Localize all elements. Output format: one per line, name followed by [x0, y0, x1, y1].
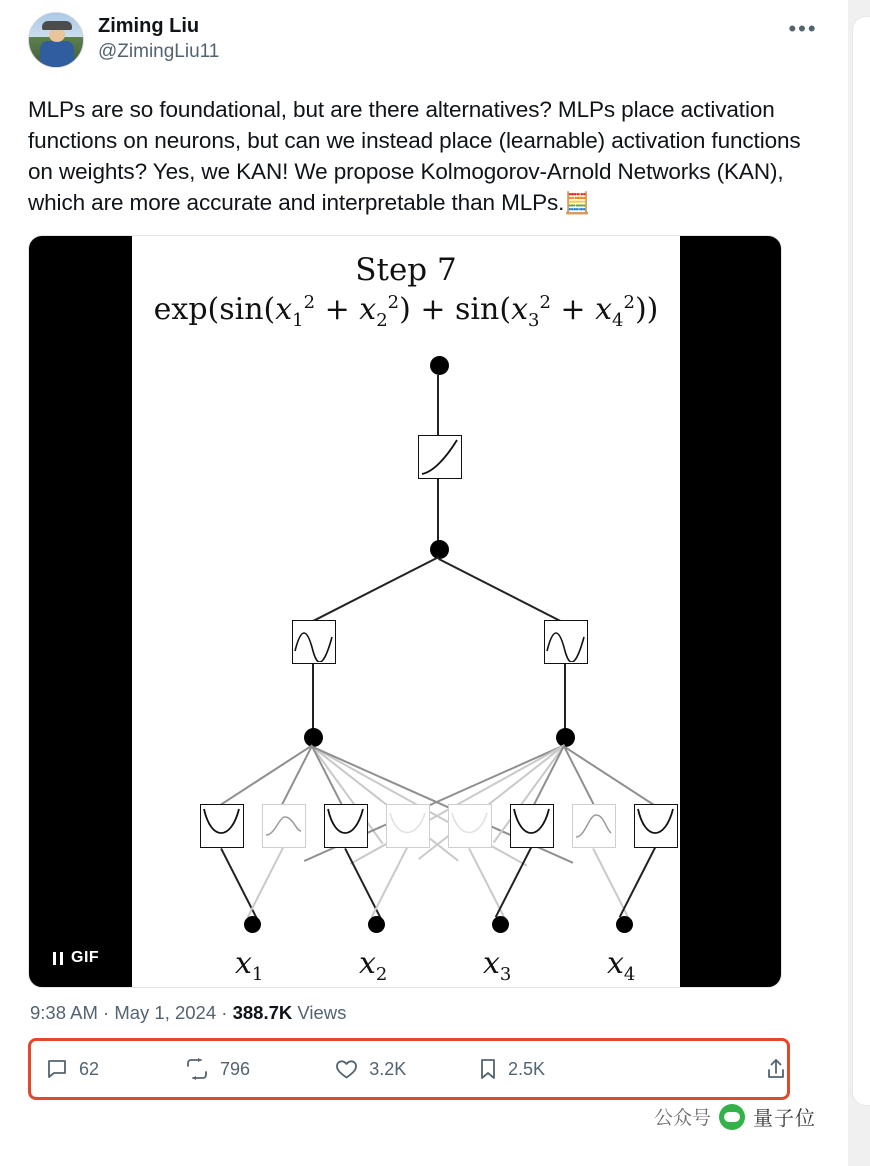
bookmark-count: 2.5K — [507, 1058, 546, 1079]
activation-box-l1-7 — [634, 804, 678, 848]
more-options-icon[interactable]: ••• — [788, 16, 818, 41]
tweet-header — [28, 12, 820, 82]
avatar[interactable] — [28, 12, 84, 68]
activation-box-l1-1 — [262, 804, 306, 848]
input-label-x2: $x_2$ — [359, 946, 388, 985]
reply-count: 62 — [79, 1058, 100, 1079]
comment-icon — [45, 1057, 69, 1081]
watermark-logo-icon — [719, 1104, 745, 1130]
avatar-face — [49, 28, 65, 42]
figure-formula: $\exp(\sin(x_1^2 + x_2^2) + \sin(x_3^2 + x_4^2))$ — [153, 292, 659, 331]
kan-figure — [132, 236, 680, 988]
activation-box-l1-0 — [200, 804, 244, 848]
edge-output-to-l3 — [437, 375, 439, 437]
edge-l2-right — [438, 558, 568, 625]
reply-button[interactable] — [45, 1057, 184, 1081]
retweet-icon — [184, 1057, 210, 1081]
edge-l2-left — [309, 557, 439, 624]
edge-in-0b — [247, 847, 284, 917]
node-input-1 — [368, 916, 385, 933]
node-l2-0 — [430, 540, 449, 559]
activation-box-l1-2 — [324, 804, 368, 848]
node-l1-1 — [556, 728, 575, 747]
author-handle[interactable]: @ZimingLiu11 — [98, 41, 220, 62]
node-output — [430, 356, 449, 375]
edge-cross-0 — [220, 745, 313, 806]
node-input-2 — [492, 916, 509, 933]
like-count: 3.2K — [369, 1058, 407, 1079]
activation-box-l2-0 — [292, 620, 336, 664]
tweet-media[interactable] — [28, 235, 782, 988]
meta-separator: · — [221, 1002, 228, 1023]
edge-in-1b — [371, 847, 408, 917]
actions-highlight-box — [28, 1038, 790, 1100]
node-l1-0 — [304, 728, 323, 747]
right-column-card — [852, 16, 870, 1106]
bookmark-icon — [478, 1057, 498, 1081]
activation-box-l3-0 — [418, 435, 462, 479]
tweet-actions — [31, 1041, 787, 1097]
input-label-x4: $x_4$ — [607, 946, 636, 985]
activation-box-l1-3 — [386, 804, 430, 848]
activation-box-l1-5 — [510, 804, 554, 848]
avatar-body — [40, 41, 74, 68]
edge-in-3b — [619, 847, 656, 917]
tweet-meta — [28, 1002, 820, 1024]
edge-l3-to-node — [437, 479, 439, 541]
gif-badge-label: GIF — [71, 949, 100, 966]
abacus-emoji-icon: 🧮 — [564, 192, 591, 215]
retweet-count: 796 — [219, 1058, 250, 1079]
input-label-x1: $x_1$ — [235, 946, 264, 985]
avatar-hat — [42, 21, 72, 30]
share-icon — [765, 1057, 787, 1081]
edge-l2box1-down — [564, 664, 566, 736]
node-input-0 — [244, 916, 261, 933]
bookmark-button[interactable] — [478, 1057, 583, 1081]
views-count: 388.7K — [232, 1002, 293, 1023]
tweet-text-body: MLPs are so foundational, but are there alternatives? MLPs place activation functions on neurons, but can we instead place (learnable) activation functions on weights? Yes, we KAN! We propose Kolmogorov-Arnold Networks (KAN), which are more accurate and interpretable than MLPs. — [28, 97, 807, 215]
edge-l2box0-down — [312, 664, 314, 736]
author-display-name[interactable]: Ziming Liu — [98, 15, 200, 37]
input-label-x3: $x_3$ — [483, 946, 512, 985]
activation-box-l2-1 — [544, 620, 588, 664]
watermark-text: 公众号 — [654, 1108, 712, 1129]
activation-box-l1-6 — [572, 804, 616, 848]
figure-title: Step 7 — [355, 252, 457, 288]
pause-icon[interactable] — [53, 952, 63, 965]
watermark — [654, 1102, 816, 1131]
views-label: Views — [297, 1002, 347, 1023]
like-button[interactable] — [334, 1057, 478, 1081]
retweet-button[interactable] — [184, 1057, 334, 1081]
gif-badge[interactable] — [43, 943, 109, 973]
heart-icon — [334, 1057, 359, 1081]
activation-box-l1-4 — [448, 804, 492, 848]
watermark-brand: 量子位 — [753, 1108, 817, 1130]
tweet-timestamp[interactable]: 9:38 AM · May 1, 2024 — [30, 1002, 217, 1023]
author-names — [98, 12, 219, 64]
share-button[interactable] — [765, 1057, 787, 1081]
tweet-text — [28, 94, 820, 219]
node-input-3 — [616, 916, 633, 933]
